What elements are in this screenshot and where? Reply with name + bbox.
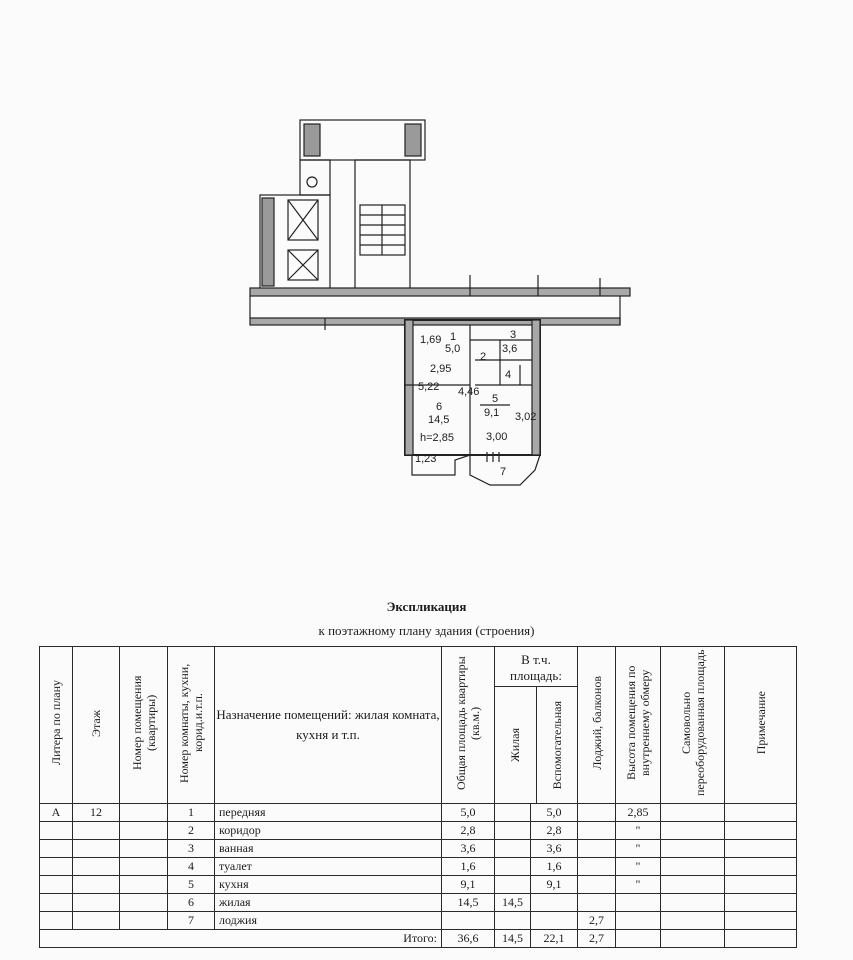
- cell-premise: [120, 858, 168, 876]
- cell-aux: [531, 912, 578, 930]
- cell-aux: 9,1: [531, 876, 578, 894]
- cell-height: ": [616, 876, 661, 894]
- col-incl-area: В т.ч. площадь: Жилая Вспомогательная: [495, 647, 578, 804]
- cell-note: [725, 894, 797, 912]
- cell-total: 5,0: [442, 804, 495, 822]
- cell-note: [725, 840, 797, 858]
- cell-loggia: [578, 840, 616, 858]
- cell-floor: [73, 912, 120, 930]
- plan-room-7-num: 7: [500, 466, 507, 478]
- col-height: Высота помещения по внутреннему обмеру: [616, 647, 661, 804]
- cell-self-rebuilt: [661, 876, 725, 894]
- cell-room: 5: [168, 876, 215, 894]
- cell-floor: [73, 840, 120, 858]
- col-floor: Этаж: [73, 647, 120, 804]
- plan-room-2-dim: 4,46: [458, 386, 480, 398]
- totals-total: 36,6: [442, 930, 495, 948]
- plan-room-2-num: 2: [480, 351, 487, 363]
- col-premise-no: Номер помещения (квартиры): [120, 647, 168, 804]
- plan-room-6-num: 6: [436, 401, 443, 413]
- plan-room-3-area: 3,6: [502, 343, 518, 355]
- cell-total: 2,8: [442, 822, 495, 840]
- cell-height: ": [616, 840, 661, 858]
- cell-premise: [120, 912, 168, 930]
- cell-litera: А: [40, 804, 73, 822]
- table-header-row: [40, 647, 797, 804]
- cell-height: [616, 912, 661, 930]
- cell-name: лоджия: [215, 912, 442, 930]
- cell-room: 4: [168, 858, 215, 876]
- plan-room-5-num: 5: [492, 393, 499, 405]
- col-living: Жилая: [508, 727, 523, 762]
- cell-premise: [120, 822, 168, 840]
- cell-total: 9,1: [442, 876, 495, 894]
- cell-note: [725, 804, 797, 822]
- plan-room-6-area: 14,5: [428, 414, 450, 426]
- plan-room-3-num: 3: [510, 329, 517, 341]
- cell-living: [495, 876, 531, 894]
- plan-height-label: h=2,85: [420, 432, 454, 444]
- cell-height: ": [616, 858, 661, 876]
- cell-self-rebuilt: [661, 858, 725, 876]
- cell-premise: [120, 876, 168, 894]
- plan-room-1-area: 5,0: [445, 343, 461, 355]
- totals-label: Итого:: [40, 930, 442, 948]
- cell-room: 7: [168, 912, 215, 930]
- cell-floor: [73, 894, 120, 912]
- cell-litera: [40, 912, 73, 930]
- table-row: [40, 894, 797, 912]
- cell-loggia: [578, 822, 616, 840]
- cell-aux: 2,8: [531, 822, 578, 840]
- cell-living: [495, 840, 531, 858]
- col-purpose: Назначение помещений: жилая комната, кухня и т.п.: [215, 647, 442, 804]
- table-row: [40, 876, 797, 894]
- cell-room: 3: [168, 840, 215, 858]
- plan-room-1-num: 1: [450, 331, 457, 343]
- cell-name: кухня: [215, 876, 442, 894]
- totals-loggia: 2,7: [578, 930, 616, 948]
- cell-aux: 1,6: [531, 858, 578, 876]
- cell-room: 1: [168, 804, 215, 822]
- table-row: [40, 840, 797, 858]
- cell-room: 6: [168, 894, 215, 912]
- cell-floor: [73, 822, 120, 840]
- table-row: [40, 912, 797, 930]
- cell-aux: [531, 894, 578, 912]
- cell-total: [442, 912, 495, 930]
- cell-self-rebuilt: [661, 912, 725, 930]
- cell-height: [616, 894, 661, 912]
- cell-self-rebuilt: [661, 930, 725, 948]
- cell-name: туалет: [215, 858, 442, 876]
- cell-litera: [40, 876, 73, 894]
- plan-room-1-dim: 1,69: [420, 334, 442, 346]
- cell-premise: [120, 840, 168, 858]
- plan-room-6-dim: 5,22: [418, 381, 440, 393]
- cell-name: ванная: [215, 840, 442, 858]
- cell-premise: [120, 894, 168, 912]
- cell-loggia: [578, 804, 616, 822]
- plan-room-4-num: 4: [505, 369, 512, 381]
- cell-height: 2,85: [616, 804, 661, 822]
- cell-total: 3,6: [442, 840, 495, 858]
- cell-aux: 5,0: [531, 804, 578, 822]
- cell-living: [495, 912, 531, 930]
- totals-aux: 22,1: [531, 930, 578, 948]
- cell-living: [495, 822, 531, 840]
- col-self-rebuilt: Самовольно переоборудованная площадь: [661, 647, 725, 804]
- col-total-area: Общая площадь квартиры (кв.м.): [442, 647, 495, 804]
- col-auxiliary: Вспомогательная: [536, 687, 578, 803]
- col-note: Примечание: [725, 647, 797, 804]
- totals-row: [40, 930, 797, 948]
- explication-table: [39, 646, 797, 948]
- cell-litera: [40, 894, 73, 912]
- cell-self-rebuilt: [661, 840, 725, 858]
- cell-total: 14,5: [442, 894, 495, 912]
- totals-living: 14,5: [495, 930, 531, 948]
- col-room-no: Номер комнаты, кухни, корид.и.т.п.: [168, 647, 215, 804]
- cell-loggia: [578, 894, 616, 912]
- cell-self-rebuilt: [661, 804, 725, 822]
- cell-name: жилая: [215, 894, 442, 912]
- table-row: [40, 822, 797, 840]
- cell-note: [725, 858, 797, 876]
- cell-floor: [73, 858, 120, 876]
- cell-living: 14,5: [495, 894, 531, 912]
- cell-floor: [73, 876, 120, 894]
- cell-loggia: 2,7: [578, 912, 616, 930]
- col-litera: Литера по плану: [40, 647, 73, 804]
- plan-room-5-area: 9,1: [484, 407, 500, 419]
- plan-room-5-dim2: 3,00: [486, 431, 508, 443]
- cell-living: [495, 858, 531, 876]
- table-row: [40, 858, 797, 876]
- cell-living: [495, 804, 531, 822]
- col-loggia: Лоджий, балконов: [578, 647, 616, 804]
- cell-litera: [40, 822, 73, 840]
- cell-note: [725, 822, 797, 840]
- cell-name: передняя: [215, 804, 442, 822]
- cell-floor: 12: [73, 804, 120, 822]
- cell-room: 2: [168, 822, 215, 840]
- cell-name: коридор: [215, 822, 442, 840]
- cell-litera: [40, 858, 73, 876]
- explication-subtitle: к поэтажному плану здания (строения): [318, 623, 535, 638]
- cell-premise: [120, 804, 168, 822]
- cell-self-rebuilt: [661, 894, 725, 912]
- table-row: [40, 804, 797, 822]
- cell-height: ": [616, 822, 661, 840]
- cell-height: [616, 930, 661, 948]
- cell-aux: 3,6: [531, 840, 578, 858]
- plan-room-5-dim: 3,02: [515, 411, 537, 423]
- cell-litera: [40, 840, 73, 858]
- plan-room-1-dim2: 2,95: [430, 363, 452, 375]
- cell-note: [725, 930, 797, 948]
- cell-total: 1,6: [442, 858, 495, 876]
- cell-note: [725, 912, 797, 930]
- explication-title: Экспликация: [386, 599, 467, 614]
- cell-note: [725, 876, 797, 894]
- cell-self-rebuilt: [661, 822, 725, 840]
- cell-loggia: [578, 876, 616, 894]
- plan-room-7-dim: 1,23: [415, 453, 437, 465]
- cell-loggia: [578, 858, 616, 876]
